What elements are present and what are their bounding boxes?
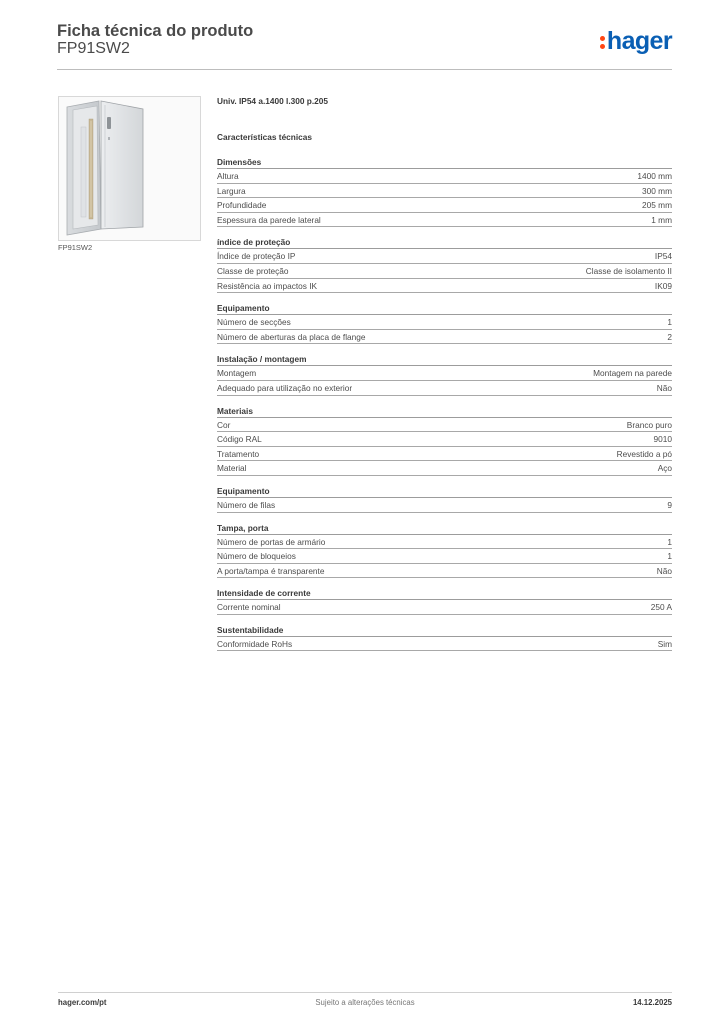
enclosure-illustration	[59, 97, 200, 240]
spec-label: Conformidade RoHs	[217, 638, 293, 649]
spec-label: Número de secções	[217, 317, 291, 328]
spec-value: Aço	[657, 463, 672, 474]
spec-value: Revestido a pó	[616, 448, 672, 459]
spec-value: Branco puro	[626, 419, 672, 430]
spec-sections	[217, 156, 672, 651]
section-title: Equipamento	[217, 485, 672, 498]
spec-row	[217, 381, 672, 396]
spec-section	[217, 405, 672, 476]
spec-row	[217, 169, 672, 184]
spec-value: 205 mm	[642, 200, 672, 211]
spec-row	[217, 418, 672, 433]
spec-label: Altura	[217, 171, 239, 181]
spec-label: Profundidade	[217, 200, 267, 211]
spec-label: Cor	[217, 419, 231, 430]
spec-value: Sim	[657, 638, 672, 649]
section-title: índice de proteção	[217, 236, 672, 249]
footer-url[interactable]: hager.com/pt	[58, 998, 107, 1007]
spec-label: A porta/tampa é transparente	[217, 565, 325, 576]
spec-label: Código RAL	[217, 434, 262, 445]
spec-row	[217, 600, 672, 615]
spec-section	[217, 156, 672, 227]
spec-value: 1	[667, 317, 672, 328]
spec-value: 300 mm	[642, 185, 672, 196]
spec-label: Número de aberturas da placa de flange	[217, 331, 366, 342]
spec-row	[217, 249, 672, 264]
document-footer	[58, 998, 672, 1012]
spec-value: IK09	[654, 280, 672, 291]
spec-value: Não	[656, 565, 672, 576]
spec-section	[217, 302, 672, 344]
spec-value: 9010	[653, 434, 672, 445]
spec-value: 9	[667, 499, 672, 510]
spec-row	[217, 264, 672, 279]
spec-section	[217, 353, 672, 395]
spec-label: Número de bloqueios	[217, 551, 296, 562]
product-image	[58, 96, 201, 241]
spec-section	[217, 587, 672, 615]
section-title: Materiais	[217, 405, 672, 418]
document-title: Ficha técnica do produto	[57, 22, 254, 40]
spec-label: Resistência ao impactos IK	[217, 280, 318, 291]
spec-value: 2	[667, 331, 672, 342]
spec-value: 1 mm	[651, 214, 672, 225]
spec-row	[217, 198, 672, 213]
spec-row	[217, 279, 672, 294]
section-title: Equipamento	[217, 302, 672, 315]
spec-content	[217, 94, 672, 651]
spec-value: Não	[656, 382, 672, 393]
product-code: FP91SW2	[57, 40, 130, 57]
section-title: Instalação / montagem	[217, 353, 672, 366]
spec-row	[217, 461, 672, 476]
spec-label: Classe de proteção	[217, 265, 289, 276]
spec-label: Adequado para utilização no exterior	[217, 382, 353, 393]
spec-row	[217, 549, 672, 564]
spec-section	[217, 236, 672, 293]
spec-row	[217, 315, 672, 330]
spec-row	[217, 564, 672, 579]
spec-label: Tratamento	[217, 448, 260, 459]
spec-label: Largura	[217, 185, 246, 196]
spec-row	[217, 447, 672, 462]
spec-row	[217, 366, 672, 381]
spec-row	[217, 330, 672, 345]
hager-logo	[600, 26, 672, 56]
spec-value: Montagem na parede	[593, 368, 672, 379]
section-title: Dimensões	[217, 156, 672, 169]
spec-row	[217, 637, 672, 652]
section-title: Sustentabilidade	[217, 624, 672, 637]
footer-date: 14.12.2025	[632, 998, 672, 1007]
logo-dots-icon	[600, 30, 605, 54]
spec-value: Classe de isolamento II	[585, 265, 672, 276]
spec-label: Corrente nominal	[217, 602, 281, 613]
spec-row	[217, 535, 672, 550]
footer-divider	[58, 992, 672, 993]
spec-label: Espessura da parede lateral	[217, 214, 321, 225]
spec-title: Características técnicas	[217, 132, 313, 142]
footer-note: Sujeito a alterações técnicas	[315, 998, 415, 1007]
spec-value: 1	[667, 536, 672, 547]
spec-value: IP54	[654, 251, 672, 262]
logo-text: hager	[606, 27, 672, 55]
section-title: Intensidade de corrente	[217, 587, 672, 600]
spec-row	[217, 184, 672, 199]
spec-row	[217, 498, 672, 513]
spec-label: Montagem	[217, 368, 257, 379]
spec-value: 250 A	[650, 602, 672, 613]
image-caption: FP91SW2	[58, 243, 93, 252]
product-description: Univ. IP54 a.1400 l.300 p.205	[217, 96, 329, 106]
spec-section	[217, 485, 672, 513]
spec-label: Número de portas de armário	[217, 536, 326, 547]
spec-label: Material	[217, 463, 247, 474]
spec-value: 1	[667, 551, 672, 562]
section-title: Tampa, porta	[217, 522, 672, 535]
spec-label: Índice de proteção IP	[217, 251, 296, 262]
spec-row	[217, 432, 672, 447]
document-header	[57, 20, 672, 70]
spec-row	[217, 213, 672, 228]
spec-section	[217, 522, 672, 579]
spec-label: Número de filas	[217, 499, 276, 510]
spec-value: 1400 mm	[637, 171, 672, 181]
spec-section	[217, 624, 672, 652]
